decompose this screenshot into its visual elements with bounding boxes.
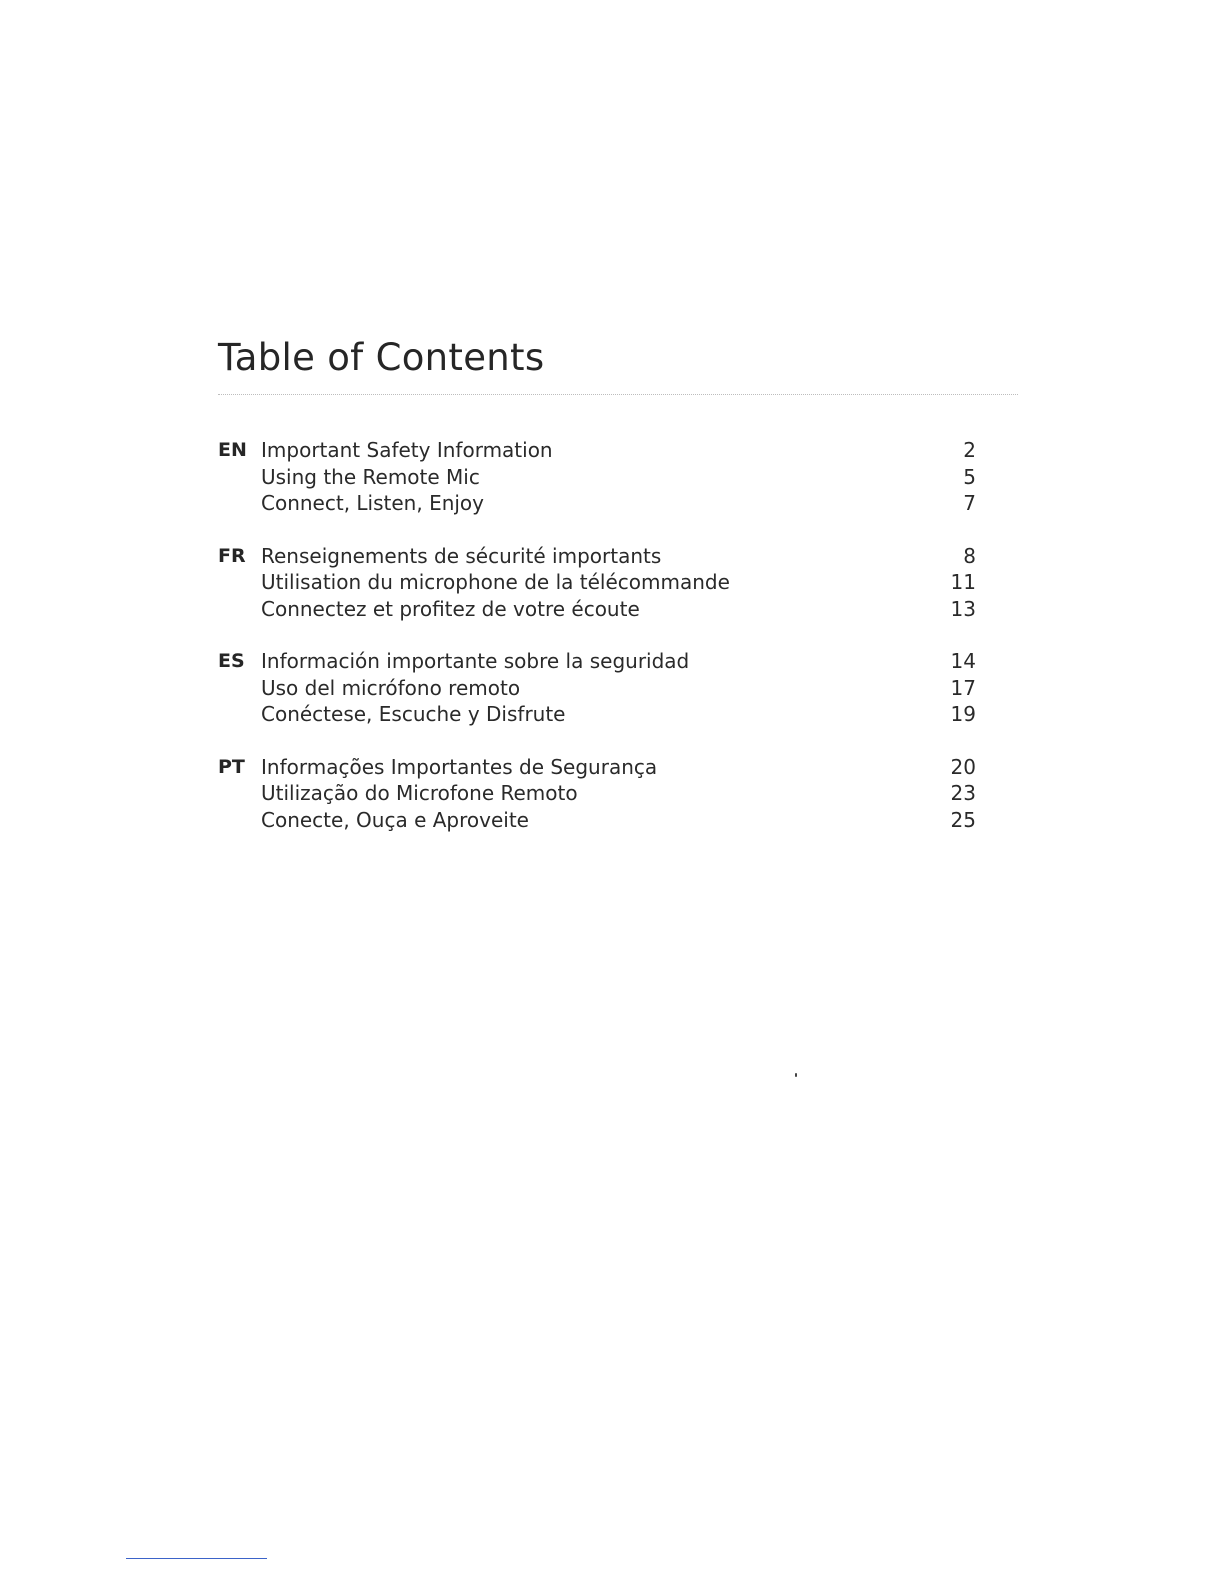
toc-entry-page: 25	[950, 807, 976, 832]
toc-entry[interactable]	[218, 780, 976, 807]
title-divider	[218, 394, 1018, 395]
toc-section-en	[218, 437, 976, 517]
toc-entry[interactable]	[218, 490, 976, 517]
toc-entry[interactable]	[218, 543, 976, 570]
toc-entry-title: Uso del micrófono remoto	[261, 675, 521, 700]
toc-section-es	[218, 648, 976, 728]
toc-entry-page: 7	[963, 491, 976, 515]
toc-entry-title: Using the Remote Mic	[261, 464, 480, 489]
toc-entry[interactable]	[218, 464, 976, 491]
toc-entry-title: Utilisation du microphone de la télécommande	[261, 570, 730, 594]
toc-entry-page: 5	[963, 464, 976, 489]
toc-entry-title: Utilização do Microfone Remoto	[261, 781, 578, 805]
language-code: ES	[218, 650, 245, 672]
toc-entry-title: Conéctese, Escuche y Disfrute	[261, 702, 566, 726]
toc-entry-title: Informações Importantes de Segurança	[261, 754, 658, 779]
toc-entry-title: Conecte, Ouça e Aproveite	[261, 807, 529, 832]
toc-entry-page: 14	[950, 649, 976, 673]
toc-entry-page: 23	[950, 781, 976, 805]
toc-section-pt	[218, 754, 976, 834]
toc-entry-title: Renseignements de sécurité importants	[261, 543, 662, 568]
toc-entry[interactable]	[218, 437, 976, 464]
table-of-contents	[218, 437, 976, 859]
toc-entry[interactable]	[218, 754, 976, 781]
language-code: FR	[218, 544, 246, 567]
toc-entry[interactable]	[218, 807, 976, 834]
toc-entry[interactable]	[218, 569, 976, 596]
toc-entry-title: Información importante sobre la seguridad	[261, 649, 690, 673]
language-code: EN	[218, 439, 247, 461]
toc-entry-page: 19	[950, 702, 976, 726]
toc-entry-page: 2	[963, 438, 976, 462]
toc-entry-page: 11	[950, 570, 976, 594]
toc-entry-title: Connectez et profitez de votre écoute	[261, 596, 640, 621]
toc-entry[interactable]	[218, 701, 976, 728]
language-code: PT	[218, 755, 245, 778]
toc-entry-page: 20	[950, 754, 976, 779]
toc-entry-page: 17	[950, 675, 976, 700]
toc-entry-page: 8	[963, 543, 976, 568]
toc-entry[interactable]	[218, 648, 976, 675]
toc-section-fr	[218, 543, 976, 623]
toc-entry-title: Connect, Listen, Enjoy	[261, 491, 485, 515]
toc-entry-page: 13	[950, 596, 976, 621]
bottom-underline	[126, 1558, 267, 1559]
page-title: Table of Contents	[218, 336, 545, 379]
toc-entry[interactable]	[218, 596, 976, 623]
scan-speck	[795, 1073, 797, 1077]
toc-entry[interactable]	[218, 675, 976, 702]
toc-entry-title: Important Safety Information	[261, 438, 553, 462]
